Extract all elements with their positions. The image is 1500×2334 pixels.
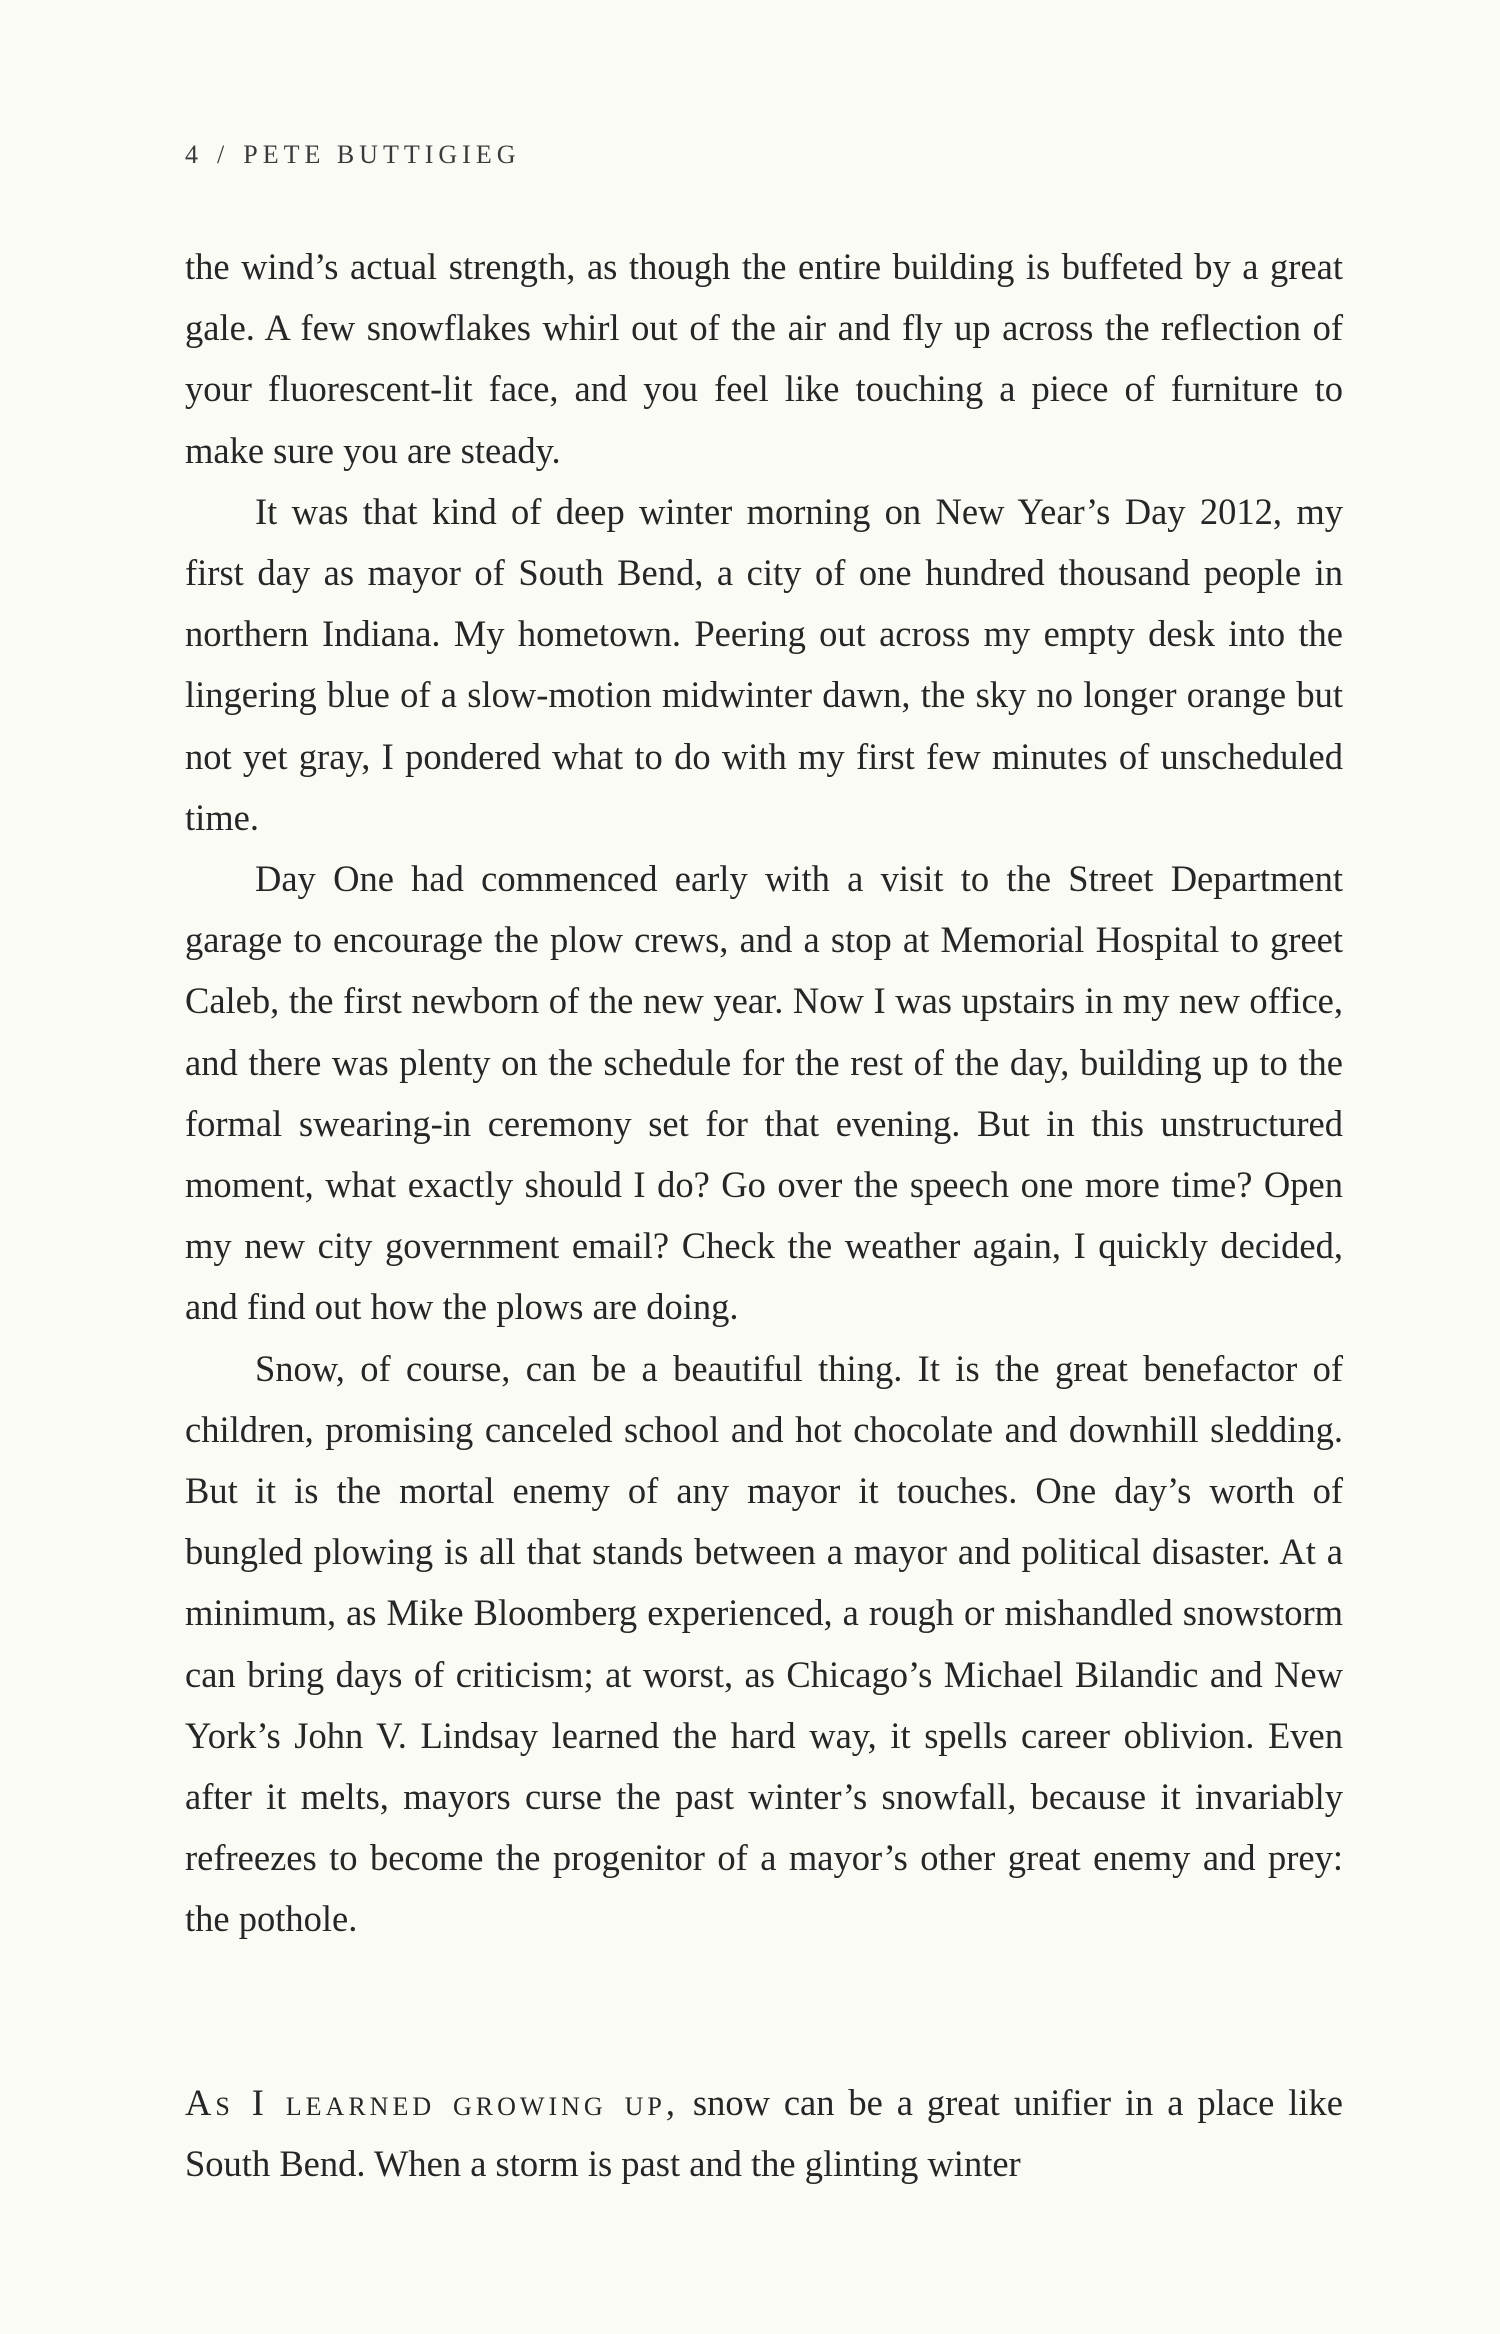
paragraph-3: Day One had commenced early with a visit to the Street Department garage to encourage the plow crews, and a stop at Memorial Hospital to greet Caleb, the first newborn of the new year. Now I was upstairs in my new office, and there was plenty on the schedule for the rest of the day, building up to the formal swearing-in ceremony set for that evening. But in this unstructured moment, what exactly should I do? Go over the speech one more time? Open my new city government email? Check the weather again, I quickly decided, and find out how the plows are doing. xyxy=(185,858,1343,1328)
section-opening-paragraph xyxy=(185,2072,1343,2194)
paragraph-2: It was that kind of deep winter morning on New Year’s Day 2012, my first day as mayor of South Bend, a city of one hundred thousand people in northern Indiana. My hometown. Peering out across my empty desk into the lingering blue of a slow-motion midwinter dawn, the sky no longer orange but not yet gray, I pondered what to do with my first few minutes of unscheduled time. xyxy=(185,490,1343,838)
paragraph-4: Snow, of course, can be a beautiful thing. It is the great benefactor of children, promising canceled school and hot chocolate and downhill sledding. But it is the mortal enemy of any mayor it touches. One day’s worth of bungled plowing is all that stands between a mayor and political disaster. At a minimum, as Mike Bloomberg experienced, a rough or mishandled snowstorm can bring days of criticism; at worst, as Chicago’s Michael Bilandic and New York’s John V. Lindsay learned the hard way, it spells career oblivion. Even after it melts, mayors curse the past winter’s snowfall, because it invariably refreezes to become the progenitor of a mayor’s other great enemy and prey: the pothole. xyxy=(185,1347,1343,1940)
running-head-separator: / xyxy=(217,140,230,169)
running-head xyxy=(185,140,520,170)
running-head-author: PETE BUTTIGIEG xyxy=(243,140,521,169)
section-lead-in: As I learned growing up, xyxy=(185,2081,679,2123)
body-text xyxy=(185,236,1343,2194)
section-opening-text: snow can be a great unifier in a place like South Bend. When a storm is past and the glinting winter xyxy=(185,2081,1343,2184)
paragraph-1: the wind’s actual strength, as though the entire building is buffeted by a great gale. A few snowflakes whirl out of the air and fly up across the reflection of your fluorescent-lit face, and you feel like touching a piece of furniture to make sure you are steady. xyxy=(185,246,1343,471)
page-number: 4 xyxy=(185,140,203,169)
